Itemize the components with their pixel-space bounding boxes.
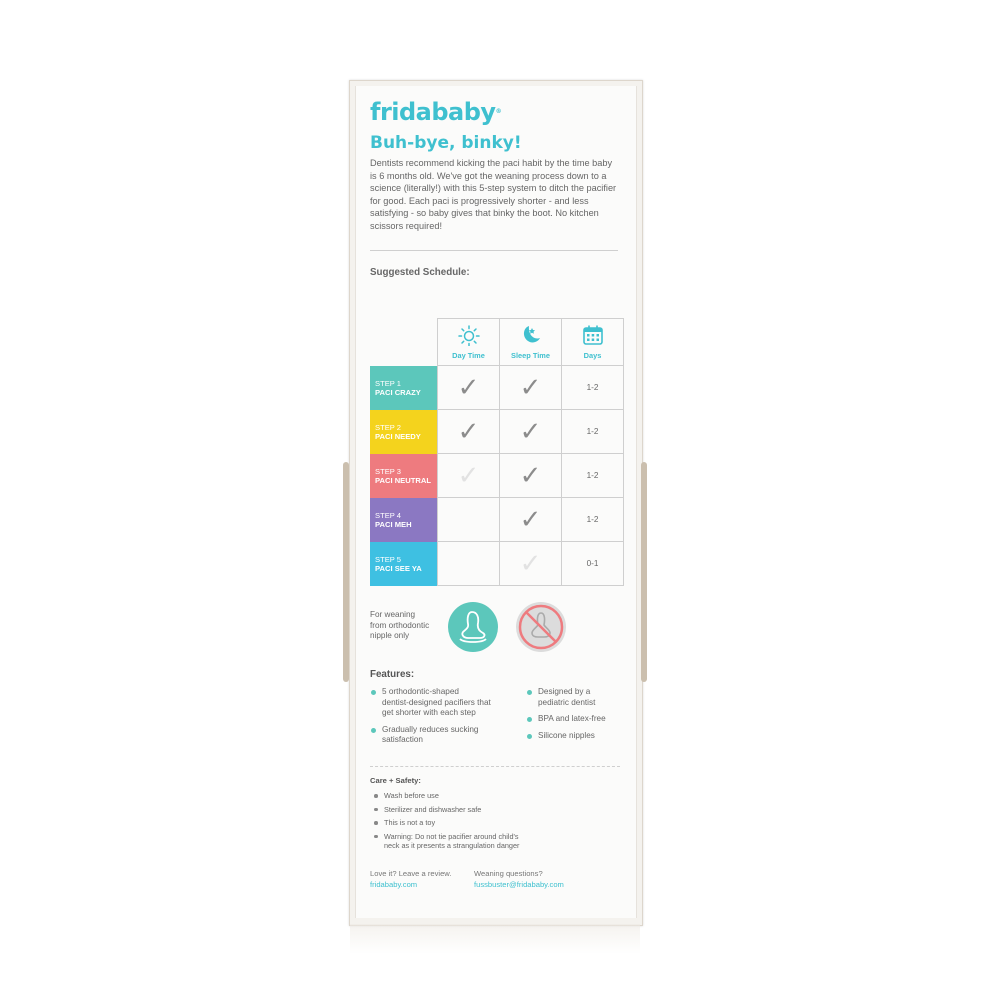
brand-logo: fridababy® xyxy=(370,98,502,126)
features-list-left xyxy=(370,687,520,752)
review-block xyxy=(370,869,451,890)
round-pacifier-crossed-icon xyxy=(516,602,566,652)
sleep-time-cell xyxy=(500,542,562,586)
package-text-panel xyxy=(370,96,620,278)
box-left-flap xyxy=(343,462,349,682)
day-time-cell xyxy=(438,366,500,410)
questions-email-link[interactable]: fussbuster@fridababy.com xyxy=(474,879,564,889)
step-label: STEP 5 PACI SEE YA xyxy=(370,542,438,586)
sleep-time-cell xyxy=(500,498,562,542)
list-item: Wash before use xyxy=(370,791,620,801)
intro-paragraph: Dentists recommend kicking the paci habit by the time baby is 6 months old. We've got the weaning process down to a science (literally!) with this 5-step system to ditch the pacifier for good. Each paci is progressively shorter - and less satisfying - so baby gives that binky the boot. No kitchen scissors required! xyxy=(370,158,617,231)
schedule-title: Suggested Schedule: xyxy=(370,267,470,278)
column-label: Sleep Time xyxy=(511,351,550,360)
days-cell: 1-2 xyxy=(562,366,624,410)
list-item: Sterilizer and dishwasher safe xyxy=(370,805,620,815)
list-item: This is not a toy xyxy=(370,818,620,828)
list-item: BPA and latex-free xyxy=(526,714,626,725)
list-item: Designed by a pediatric dentist xyxy=(526,687,626,708)
check-icon: ✓ xyxy=(457,372,480,403)
column-day-time xyxy=(438,319,500,366)
column-days xyxy=(562,319,624,366)
step-label: STEP 4 PACI MEH xyxy=(370,498,438,542)
days-cell: 0-1 xyxy=(562,542,624,586)
step-label: STEP 3 PACI NEUTRAL xyxy=(370,454,438,498)
column-label: Day Time xyxy=(452,351,485,360)
schedule-row xyxy=(370,498,624,542)
days-cell: 1-2 xyxy=(562,498,624,542)
sleep-time-cell xyxy=(500,366,562,410)
check-icon: ✓ xyxy=(457,416,480,447)
schedule-table xyxy=(370,318,624,586)
divider xyxy=(370,250,618,251)
orthodontic-note: For weaning from orthodontic nipple only xyxy=(370,610,430,640)
box-right-flap xyxy=(641,462,647,682)
review-text: Love it? Leave a review. xyxy=(370,869,452,878)
headline: Buh-bye, binky! xyxy=(370,133,522,153)
day-time-cell xyxy=(438,454,500,498)
days-cell: 1-2 xyxy=(562,454,624,498)
care-list xyxy=(370,791,620,855)
check-icon: ✓ xyxy=(519,372,542,403)
questions-block xyxy=(474,869,564,890)
day-time-cell xyxy=(438,498,500,542)
moon-icon xyxy=(519,324,543,346)
sun-icon xyxy=(458,324,480,346)
column-sleep-time xyxy=(500,319,562,366)
review-link[interactable]: fridababy.com xyxy=(370,879,418,889)
days-cell: 1-2 xyxy=(562,410,624,454)
check-icon: ✓ xyxy=(519,504,542,535)
schedule-row xyxy=(370,542,624,586)
column-label: Days xyxy=(583,351,602,360)
sleep-time-cell xyxy=(500,410,562,454)
step-label: STEP 1 PACI CRAZY xyxy=(370,366,438,410)
check-icon: ✓ xyxy=(457,460,480,491)
schedule-row xyxy=(370,454,624,498)
features-title: Features: xyxy=(370,669,415,680)
schedule-row xyxy=(370,366,624,410)
day-time-cell xyxy=(438,542,500,586)
check-icon: ✓ xyxy=(519,460,542,491)
day-time-cell xyxy=(438,410,500,454)
check-icon: ✓ xyxy=(519,548,542,579)
schedule-row xyxy=(370,410,624,454)
sleep-time-cell xyxy=(500,454,562,498)
check-icon: ✓ xyxy=(519,416,542,447)
list-item: 5 orthodontic-shaped dentist-designed pacifiers that get shorter with each step xyxy=(370,687,520,719)
list-item: Silicone nipples xyxy=(526,731,626,742)
schedule-corner xyxy=(370,319,438,366)
step-label: STEP 2 PACI NEEDY xyxy=(370,410,438,454)
list-item: Warning: Do not tie pacifier around child's neck as it presents a strangulation danger xyxy=(370,832,620,851)
box-reflection xyxy=(350,924,640,954)
schedule-header-row xyxy=(370,319,624,366)
questions-text: Weaning questions? xyxy=(474,869,543,878)
features-list-right xyxy=(526,687,626,747)
calendar-icon xyxy=(582,324,604,346)
care-title: Care + Safety: xyxy=(370,776,421,785)
list-item: Gradually reduces sucking satisfaction xyxy=(370,725,520,746)
dotted-divider xyxy=(370,766,620,767)
orthodontic-pacifier-icon xyxy=(448,602,498,652)
